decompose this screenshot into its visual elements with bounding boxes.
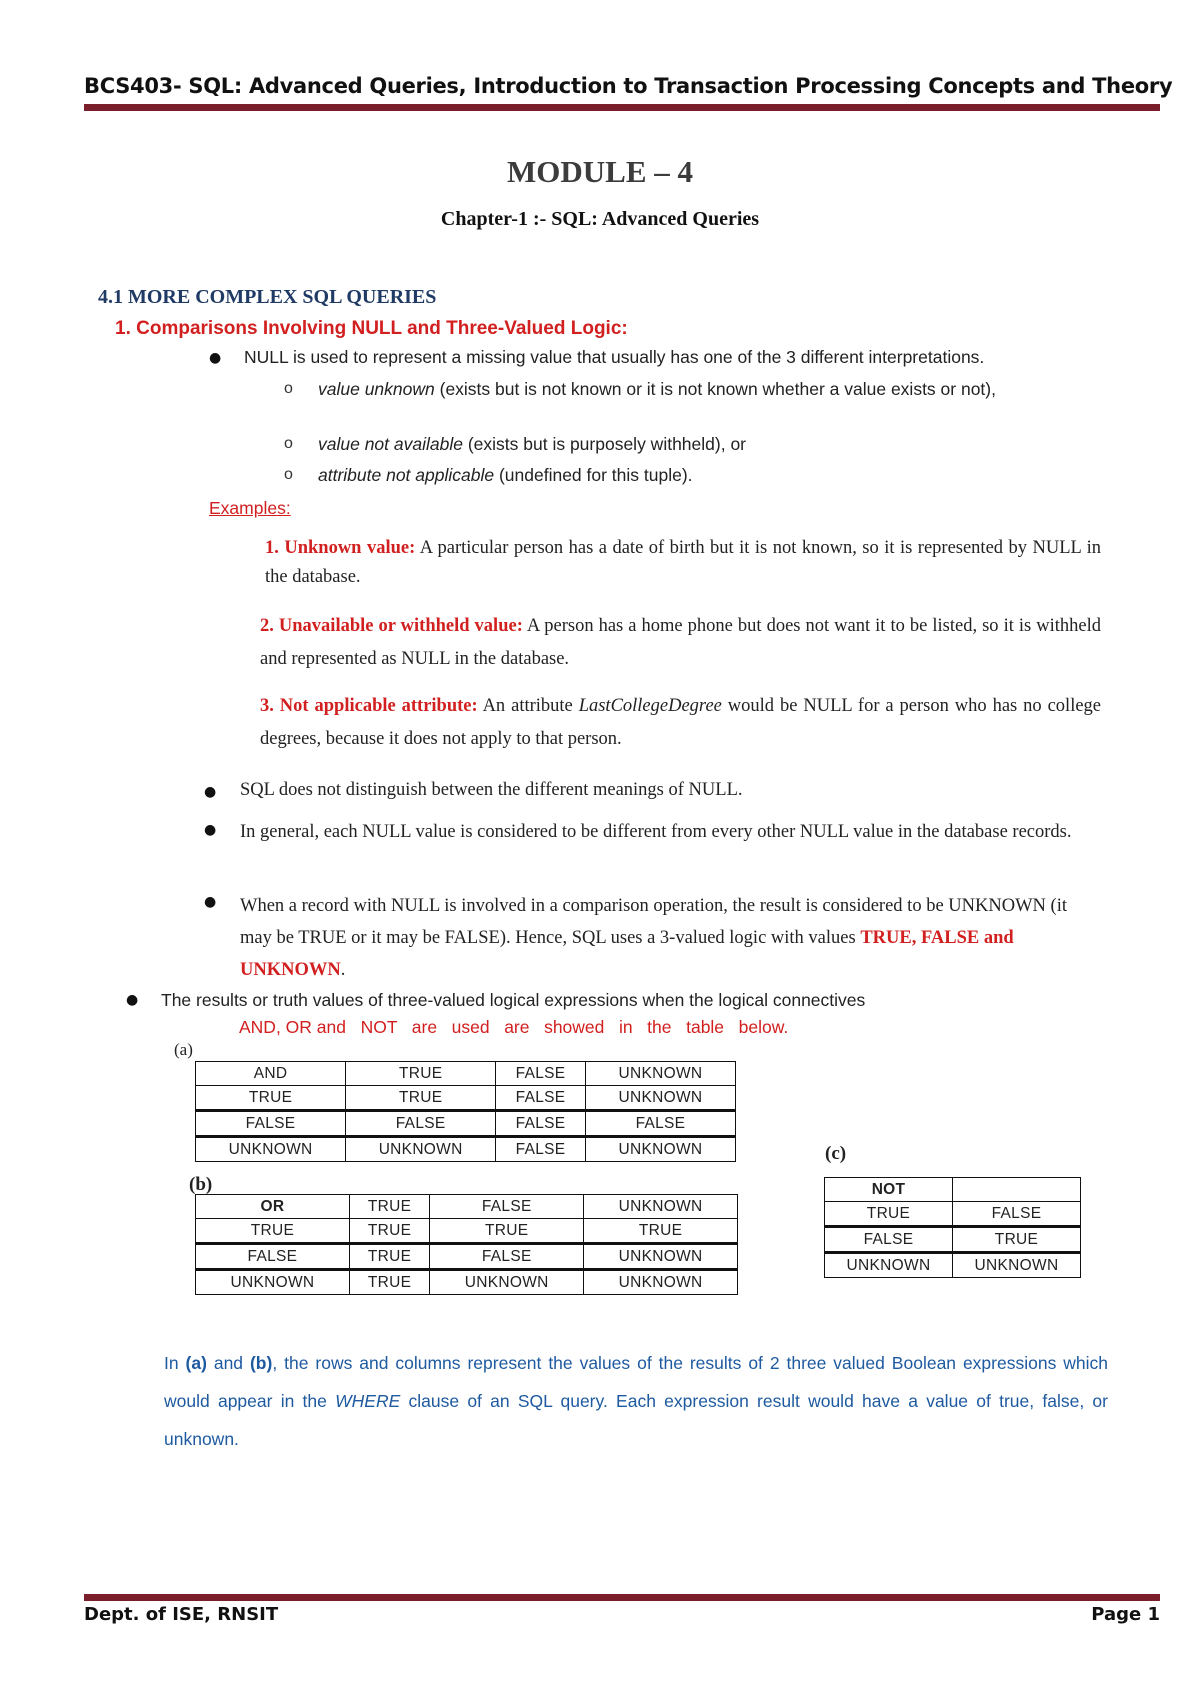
- table-row: [196, 1137, 736, 1162]
- table-cell: FALSE: [196, 1111, 346, 1137]
- table-cell: TRUE: [346, 1062, 496, 1086]
- bullet-icon: ●: [204, 822, 217, 838]
- circle-bullet-icon: o: [284, 380, 293, 397]
- table-cell: UNKNOWN: [196, 1137, 346, 1162]
- table-cell: FALSE: [953, 1202, 1081, 1227]
- table-cell: TRUE: [349, 1219, 429, 1244]
- table-row: [196, 1219, 738, 1244]
- section-heading: 4.1 MORE COMPLEX SQL QUERIES: [98, 286, 437, 308]
- table-cell: TRUE: [196, 1219, 350, 1244]
- operator-cell: AND: [196, 1062, 346, 1086]
- table-cell: FALSE: [430, 1195, 584, 1219]
- table-cell: UNKNOWN: [584, 1244, 738, 1270]
- interpretation-item: value unknown (exists but is not known or it is not known whether a value exists or not),: [318, 379, 996, 399]
- results-intro: The results or truth values of three-valued logical expressions when the logical connectives: [161, 990, 866, 1010]
- example-item: 2. Unavailable or withheld value: A person has a home phone but does not want it to be listed, so it is withheld and represented as NULL in the database.: [260, 616, 1102, 669]
- table-cell: FALSE: [825, 1227, 953, 1253]
- results-intro-red: AND, OR and NOT are used are showed in the table below.: [239, 1017, 789, 1037]
- table-a-label: (a): [174, 1040, 193, 1059]
- interpretation-item: value not available (exists but is purposely withheld), or: [318, 434, 747, 454]
- bullet-item: When a record with NULL is involved in a comparison operation, the result is considered to be UNKNOWN (it may be TRUE or it may be FALSE). Hence, SQL uses a 3-valued logic with values TRUE, FALSE and UNKNOWN.: [240, 896, 1067, 980]
- table-cell: TRUE: [349, 1270, 429, 1295]
- table-cell: FALSE: [430, 1244, 584, 1270]
- table-c-label: (c): [825, 1143, 847, 1164]
- footer-rule: [84, 1594, 1160, 1601]
- table-row: [196, 1244, 738, 1270]
- operator-cell: NOT: [825, 1178, 953, 1202]
- table-cell: TRUE: [584, 1219, 738, 1244]
- table-cell: TRUE: [349, 1244, 429, 1270]
- table-cell: TRUE: [430, 1219, 584, 1244]
- table-b-label: (b): [189, 1174, 213, 1195]
- bullet-item: SQL does not distinguish between the different meanings of NULL.: [240, 780, 743, 800]
- example-item: 3. Not applicable attribute: An attribute LastCollegeDegree would be NULL for a person who has no college degrees, because it does not apply to that person.: [260, 696, 1102, 749]
- header-rule: [84, 104, 1160, 111]
- bullet-icon: ●: [204, 894, 217, 910]
- bullet-item: In general, each NULL value is considered to be different from every other NULL value in the database records.: [240, 822, 1072, 842]
- null-intro: NULL is used to represent a missing value that usually has one of the 3 different interpretations.: [244, 347, 985, 367]
- table-cell: UNKNOWN: [584, 1195, 738, 1219]
- table-cell: FALSE: [346, 1111, 496, 1137]
- table-cell: UNKNOWN: [196, 1270, 350, 1295]
- table-cell: UNKNOWN: [430, 1270, 584, 1295]
- table-row: [196, 1195, 738, 1219]
- table-cell: FALSE: [496, 1062, 586, 1086]
- footer-department: Dept. of ISE, RNSIT: [84, 1604, 279, 1625]
- table-cell: FALSE: [496, 1137, 586, 1162]
- table-row: [825, 1178, 1081, 1202]
- table-cell: FALSE: [196, 1244, 350, 1270]
- table-row: [825, 1202, 1081, 1227]
- examples-label: Examples:: [209, 498, 291, 518]
- table-row: [196, 1086, 736, 1111]
- table-cell: TRUE: [825, 1202, 953, 1227]
- table-explanation: In (a) and (b), the rows and columns represent the values of the results of 2 three valued Boolean expressions which would appear in the WHERE clause of an SQL query. Each expression result would have a value of true, false, or unknown.: [164, 1353, 1108, 1449]
- operator-cell: OR: [196, 1195, 350, 1219]
- table-cell: UNKNOWN: [584, 1270, 738, 1295]
- table-cell: TRUE: [346, 1086, 496, 1111]
- and-truth-table: [195, 1061, 736, 1162]
- table-cell: TRUE: [196, 1086, 346, 1111]
- page-number: Page 1: [1091, 1604, 1160, 1625]
- table-cell: [953, 1178, 1081, 1202]
- table-cell: UNKNOWN: [346, 1137, 496, 1162]
- table-cell: TRUE: [953, 1227, 1081, 1253]
- table-row: [825, 1227, 1081, 1253]
- bullet-icon: ●: [204, 784, 217, 800]
- page-header: BCS403- SQL: Advanced Queries, Introduction to Transaction Processing Concepts and Theory: [84, 74, 1173, 98]
- not-truth-table: [824, 1177, 1081, 1278]
- table-cell: FALSE: [496, 1086, 586, 1111]
- interpretation-item: attribute not applicable (undefined for this tuple).: [318, 465, 693, 485]
- table-cell: UNKNOWN: [825, 1253, 953, 1278]
- module-title: MODULE – 4: [507, 154, 693, 189]
- table-cell: FALSE: [585, 1111, 735, 1137]
- table-cell: TRUE: [349, 1195, 429, 1219]
- table-cell: UNKNOWN: [585, 1062, 735, 1086]
- example-item: 1. Unknown value: A particular person has a date of birth but it is not known, so it is represented by NULL in the database.: [265, 538, 1101, 587]
- table-row: [196, 1062, 736, 1086]
- table-row: [825, 1253, 1081, 1278]
- table-row: [196, 1111, 736, 1137]
- table-cell: FALSE: [496, 1111, 586, 1137]
- bullet-icon: ●: [209, 350, 222, 366]
- table-cell: UNKNOWN: [585, 1086, 735, 1111]
- table-cell: UNKNOWN: [585, 1137, 735, 1162]
- chapter-title: Chapter-1 :- SQL: Advanced Queries: [440, 208, 760, 230]
- bullet-icon: ●: [126, 992, 139, 1008]
- circle-bullet-icon: o: [284, 466, 293, 483]
- subsection-heading: 1. Comparisons Involving NULL and Three-Valued Logic:: [115, 318, 628, 339]
- or-truth-table: [195, 1194, 738, 1295]
- table-row: [196, 1270, 738, 1295]
- table-cell: UNKNOWN: [953, 1253, 1081, 1278]
- circle-bullet-icon: o: [284, 435, 293, 452]
